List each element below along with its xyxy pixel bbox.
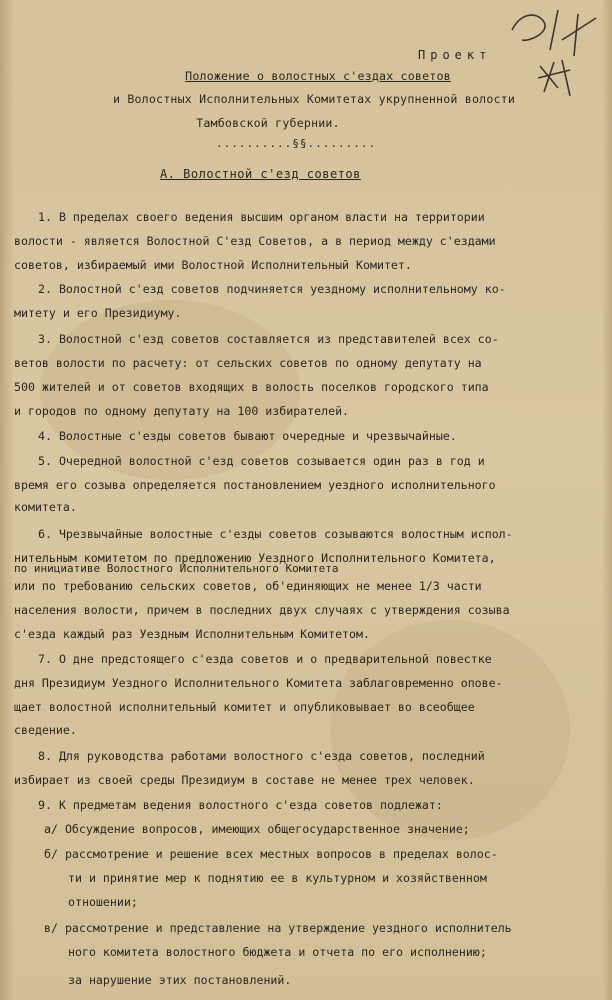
text-line: или по требованию сельских советов, об'единяющих не менее 1/3 части (14, 579, 482, 593)
text-line: 9. К предметам ведения волостного с'езда советов подлежат: (38, 798, 443, 812)
text-line: дня Президиум Уездного Исполнительного Комитета заблаговременно опове- (14, 676, 503, 690)
text-line: в/ рассмотрение и представление на утверждение уездного исполнитель (44, 921, 512, 935)
text-line: 2. Волостной с'езд советов подчиняется уездному исполнительному ко- (38, 282, 506, 296)
text-line: 500 жителей и от советов входящих в волость поселков городского типа (14, 380, 489, 394)
text-line: ного комитета волостного бюджета и отчета по его исполнению; (68, 945, 487, 959)
text-line: избирает из своей среды Президиум в составе не менее трех человек. (14, 773, 475, 787)
text-line: отношении; (68, 895, 138, 909)
text-line: 8. Для руководства работами волостного с'езда советов, последний (38, 749, 485, 763)
text-line: время его созыва определяется постановлением уездного исполнительного (14, 478, 496, 492)
section-separator: ..........§§......... (216, 137, 377, 150)
text-line: митету и его Президиуму. (14, 306, 182, 320)
text-line: за нарушение этих постановлений. (68, 973, 292, 987)
text-line: 7. О дне предстоящего с'езда советов и о предварительной повестке (38, 652, 492, 666)
text-line: комитета. (14, 500, 77, 514)
text-line: 6. Чрезвычайные волостные с'езды советов созываются волостным испол- (38, 527, 513, 541)
text-line: волости - является Волостной С'езд Советов, а в период между с'ездами (14, 234, 496, 248)
text-line: ветов волости по расчету: от сельских советов по одному депутату на (14, 356, 482, 370)
text-line: советов, избираемый ими Волостной Исполнительный Комитет. (14, 258, 412, 272)
text-line: сведение. (14, 723, 77, 737)
text-line: по инициативе Волостного Исполнительного Комитета (14, 562, 339, 575)
document-title: Положение о волостных с'ездах советов (185, 69, 451, 83)
text-line: щает волостной исполнительный комитет и опубликовывает во всеобщее (14, 700, 475, 714)
text-line: 5. Очередной волостной с'езд советов созывается один раз в год и (38, 454, 485, 468)
text-line: с'езда каждый раз Уездным Исполнительным Комитетом. (14, 627, 370, 641)
document-title: и Волостных Исполнительных Комитетах укрупненной волости (112, 92, 516, 106)
page-edge-shadow (602, 0, 612, 1000)
text-line: 3. Волостной с'езд советов составляется из представителей всех со- (38, 332, 499, 346)
text-line: и городов по одному депутату на 100 избирателей. (14, 404, 350, 418)
text-line: 4. Волостные с'езды советов бывают очередные и чрезвычайные. (38, 429, 457, 443)
text-line: ти и принятие мер к поднятию ее в культурном и хозяйственном (68, 871, 487, 885)
page-edge-shadow (0, 0, 14, 1000)
text-line: 1. В пределах своего ведения высшим органом власти на территории (38, 210, 485, 224)
document-title: Тамбовской губернии. (196, 116, 340, 130)
section-heading: А. Волостной с'езд советов (160, 167, 361, 181)
text-line: населения волости, причем в последних двух случаях с утверждения созыва (14, 603, 510, 617)
text-line: нительным комитетом по предложению Уездного Исполнительного Комитета, (14, 551, 496, 565)
draft-mark: Проект (418, 48, 492, 62)
text-line: а/ Обсуждение вопросов, имеющих общегосударственное значение; (44, 822, 470, 836)
text-line: б/ рассмотрение и решение всех местных вопросов в пределах волос- (44, 847, 498, 861)
